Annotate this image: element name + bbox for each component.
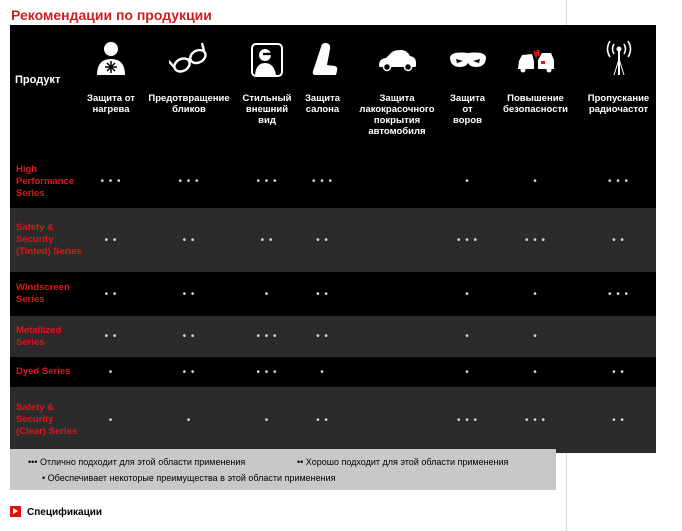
rating-cell: • bbox=[465, 288, 470, 300]
column-glare-prevention: Предотвращение бликов bbox=[140, 25, 238, 155]
table-row bbox=[10, 357, 656, 387]
product-name[interactable]: Safety & Security (Tinted) Series bbox=[16, 222, 82, 257]
recommendations-table bbox=[10, 25, 650, 453]
column-safety-improvement: Повышение безопасности bbox=[490, 25, 581, 155]
page-title: Рекомендации по продукции bbox=[11, 7, 212, 23]
rating-cell: • • bbox=[316, 288, 329, 300]
rating-cell: • • • bbox=[456, 234, 479, 246]
rating-cell: • • bbox=[182, 331, 196, 342]
table-header-row bbox=[10, 25, 656, 155]
rating-cell: • • bbox=[260, 234, 274, 246]
legend-some: • Обеспечивает некоторые преимущества в этой области применения bbox=[42, 473, 336, 483]
rating-cell: • • • bbox=[524, 234, 547, 246]
rating-cell bbox=[349, 155, 445, 208]
table-row bbox=[10, 387, 656, 453]
rating-cell: • • • bbox=[256, 331, 278, 342]
product-name[interactable]: High Performance Series bbox=[16, 163, 75, 199]
play-arrow-icon bbox=[10, 506, 21, 517]
rating-cell bbox=[349, 387, 445, 453]
product-name[interactable]: Safety & Security (Clear) Series bbox=[16, 402, 78, 437]
rating-cell: • • • bbox=[256, 176, 278, 187]
column-stylish-look: Стильный внешний вид bbox=[238, 25, 296, 155]
rating-cell: • • bbox=[182, 366, 196, 378]
specifications-label: Спецификации bbox=[27, 507, 103, 518]
column-heat-protection: Защита от нагрева bbox=[82, 25, 140, 155]
rating-cell: • bbox=[533, 331, 538, 342]
rating-cell: • • bbox=[612, 234, 625, 246]
glasses-icon bbox=[140, 39, 238, 81]
product-name[interactable]: Metallized Series bbox=[16, 324, 62, 348]
car-seat-icon bbox=[296, 39, 349, 81]
rating-cell: • • • bbox=[256, 366, 278, 378]
table-row bbox=[10, 155, 656, 208]
heat-protection-icon bbox=[82, 39, 140, 81]
rating-cell: • • bbox=[316, 414, 329, 426]
car-icon bbox=[349, 39, 445, 81]
rating-cell: • • bbox=[612, 414, 625, 426]
rating-cell: • bbox=[465, 176, 470, 187]
rating-cell: • • • bbox=[456, 414, 479, 426]
column-paint-protection: Защита лакокрасочного покрытия автомобиля bbox=[349, 25, 445, 155]
rating-cell: • bbox=[264, 288, 270, 300]
thief-mask-icon bbox=[445, 39, 490, 81]
product-name[interactable]: Windscreen Series bbox=[16, 282, 70, 305]
rating-cell: • • bbox=[182, 234, 196, 246]
rating-legend bbox=[10, 449, 556, 490]
rating-cell: • • bbox=[104, 234, 118, 246]
rating-cell: • bbox=[108, 414, 114, 426]
rating-cell: • • • bbox=[178, 176, 200, 187]
rating-cell: • • bbox=[612, 366, 625, 378]
car-crash-icon bbox=[490, 39, 581, 81]
radio-antenna-icon bbox=[581, 39, 656, 81]
rating-cell bbox=[349, 208, 445, 272]
rating-cell: • • bbox=[104, 331, 118, 342]
rating-cell: • • • bbox=[607, 176, 630, 187]
rating-cell: • • bbox=[316, 331, 329, 342]
rating-cell: • • • bbox=[100, 176, 122, 187]
rating-cell bbox=[349, 357, 445, 387]
table-row bbox=[10, 316, 656, 357]
product-column-header: Продукт bbox=[15, 73, 61, 86]
rating-cell bbox=[349, 316, 445, 357]
rating-cell: • • bbox=[104, 288, 118, 300]
rating-cell: • bbox=[108, 366, 114, 378]
rating-cell: • • • bbox=[311, 176, 334, 187]
column-interior-protection: Защита салона bbox=[296, 25, 349, 155]
column-theft-protection: Защита от воров bbox=[445, 25, 490, 155]
table-row bbox=[10, 208, 656, 272]
rating-cell: • • bbox=[182, 288, 196, 300]
specifications-link[interactable] bbox=[10, 506, 102, 518]
rating-cell: • bbox=[533, 288, 538, 300]
rating-cell: • bbox=[320, 366, 325, 378]
stylish-person-icon bbox=[238, 39, 296, 81]
rating-cell: • bbox=[264, 414, 270, 426]
rating-cell: • bbox=[533, 366, 538, 378]
rating-cell: • • • bbox=[607, 288, 630, 300]
rating-cell bbox=[581, 316, 656, 357]
table-row bbox=[10, 272, 656, 316]
legend-good: •• Хорошо подходит для этой области применения bbox=[297, 457, 509, 467]
rating-cell bbox=[349, 272, 445, 316]
rating-cell: • bbox=[465, 366, 470, 378]
legend-excellent: ••• Отлично подходит для этой области применения bbox=[28, 457, 246, 467]
column-rf-transmission: Пропускание радиочастот bbox=[581, 25, 656, 155]
rating-cell: • • • bbox=[524, 414, 547, 426]
rating-cell: • bbox=[465, 331, 470, 342]
product-name[interactable]: Dyed Series bbox=[16, 366, 71, 377]
rating-cell: • bbox=[186, 414, 192, 426]
rating-cell: • bbox=[533, 176, 538, 187]
rating-cell: • • bbox=[316, 234, 329, 246]
